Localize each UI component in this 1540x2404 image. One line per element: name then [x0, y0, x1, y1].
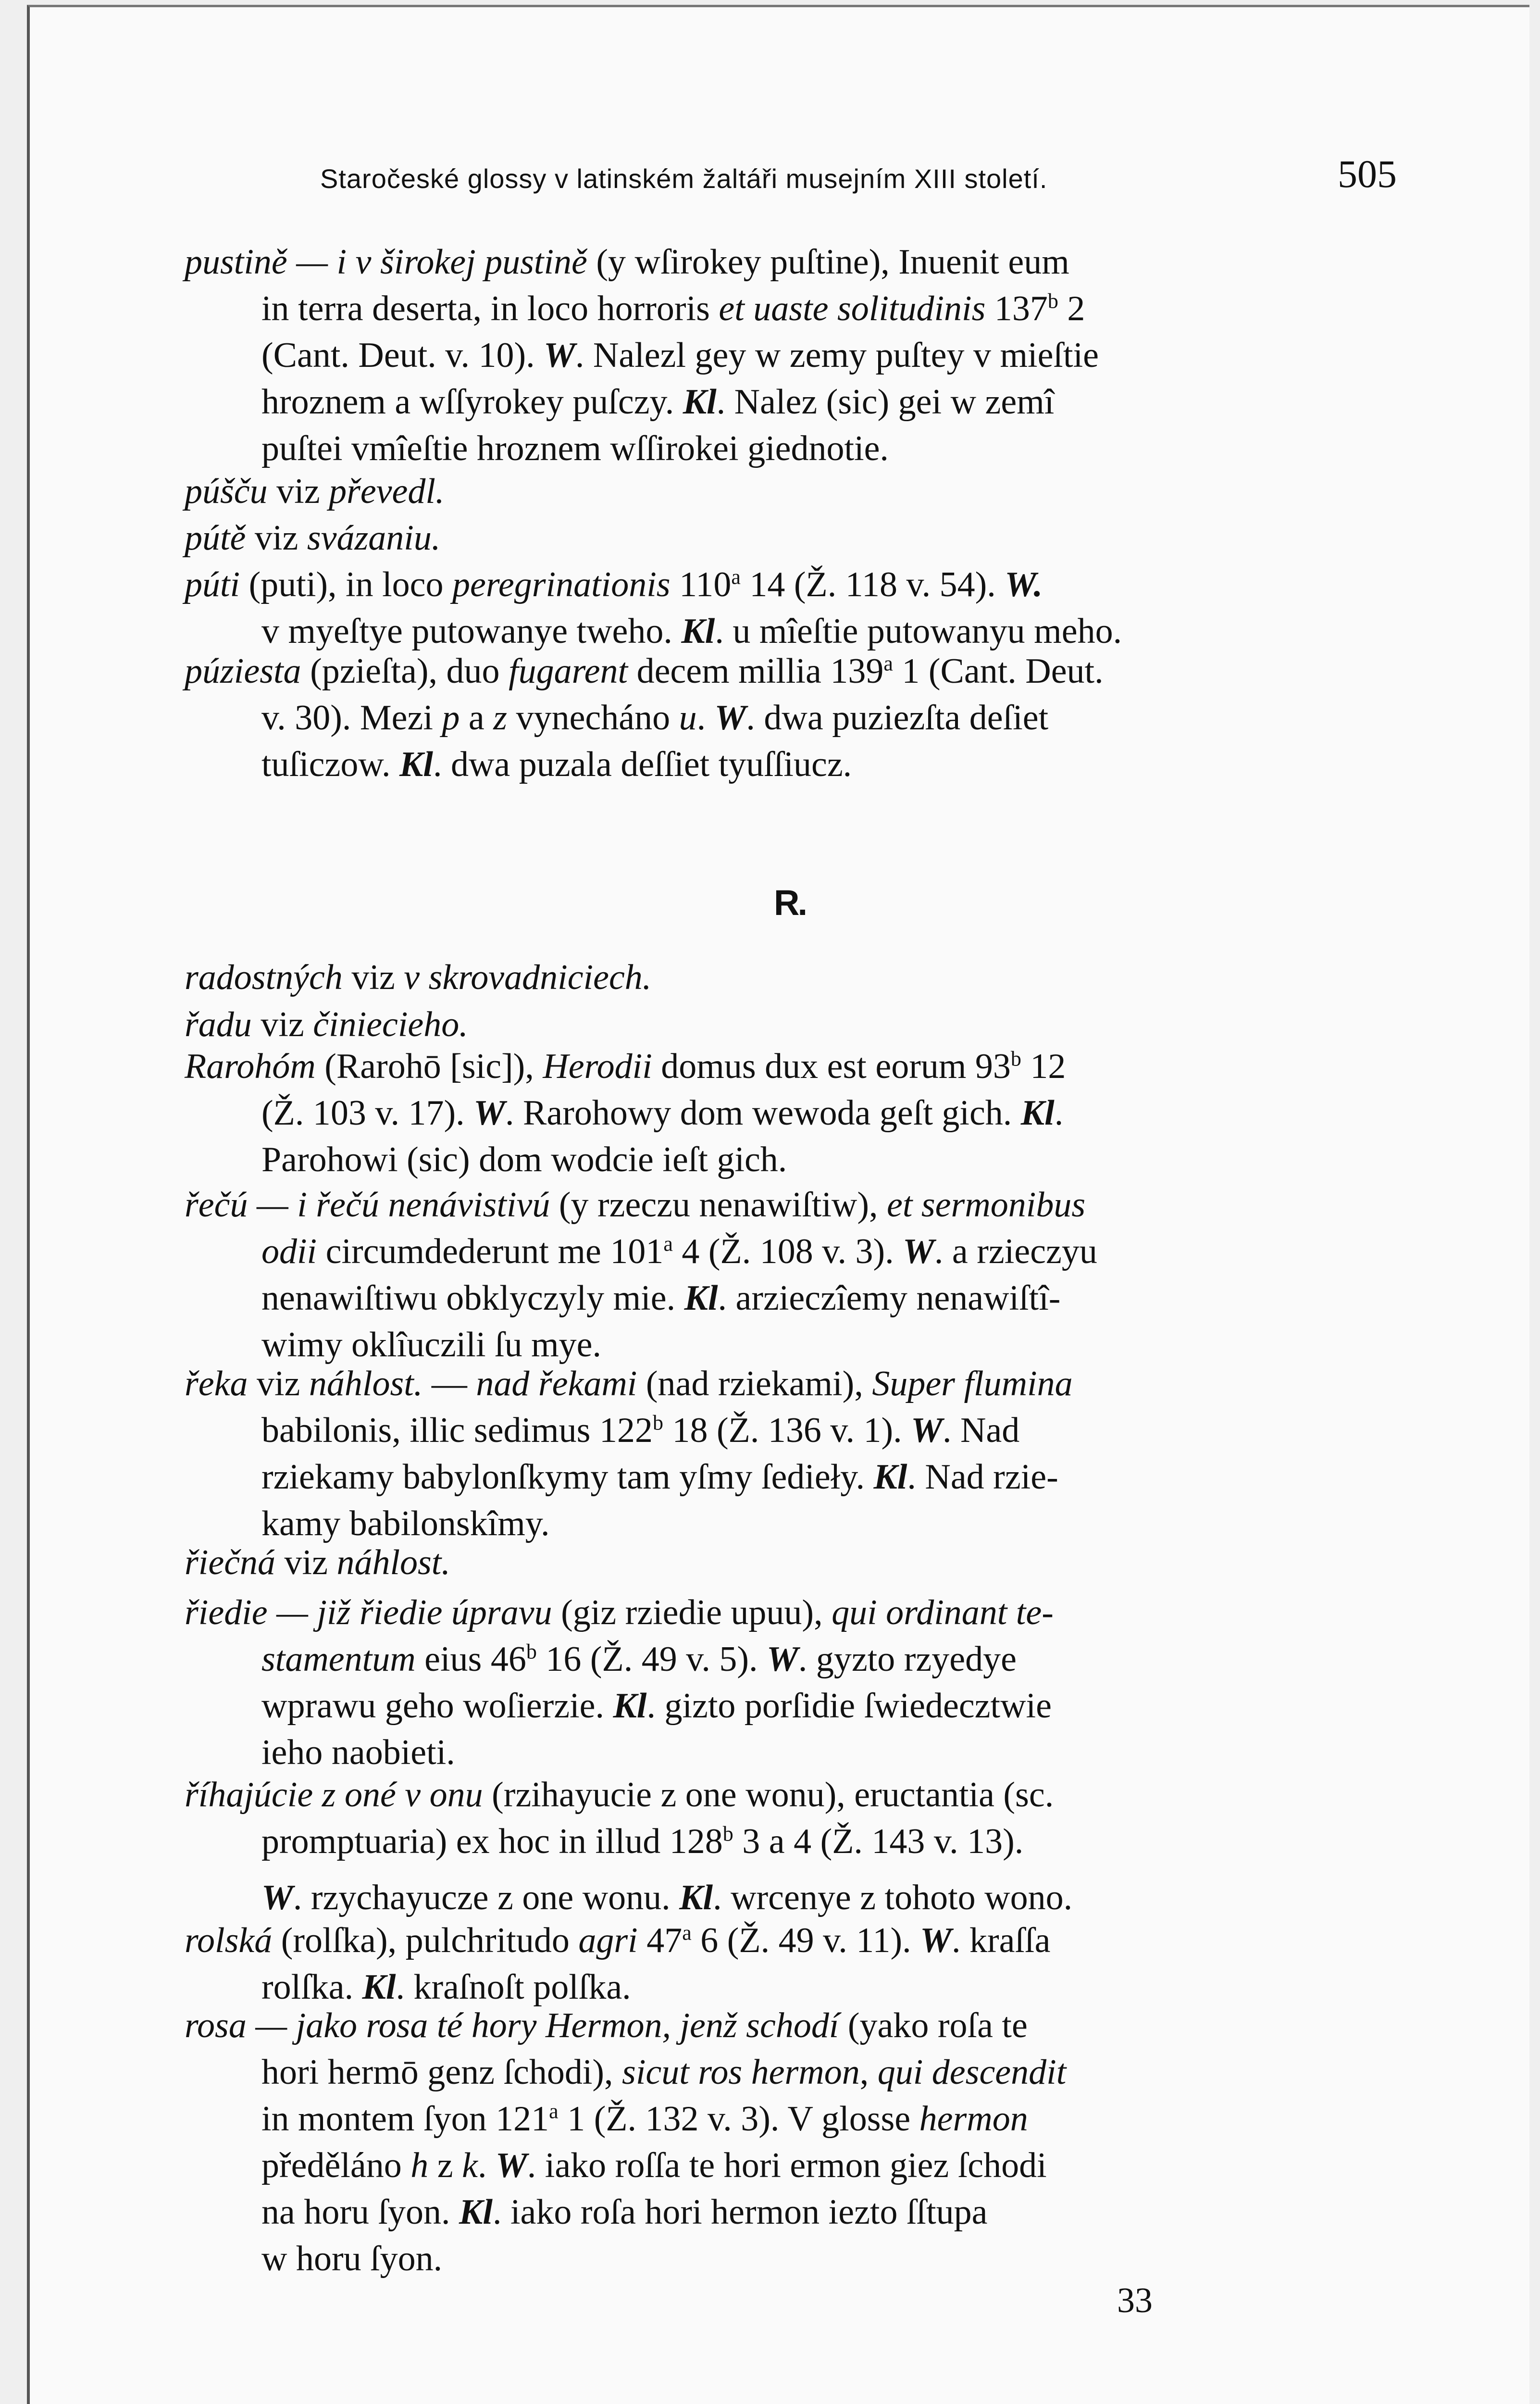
entry-line	[185, 286, 1372, 332]
entry-text: 12	[1021, 1047, 1066, 1086]
headword: pustině — i v širokej pustině	[185, 242, 587, 282]
entry-text: . Nalezl gey w zemy puſtey v mieſtie	[575, 336, 1099, 375]
entry-text: (y rzeczu nenawiſtiw),	[550, 1185, 887, 1225]
headword: řeka	[185, 1364, 248, 1403]
entry-text: decem millia 139	[628, 651, 884, 691]
headword: pútě	[185, 518, 246, 558]
source-kl: Kl	[613, 1686, 647, 1726]
latin-italic: et sermonibus	[886, 1185, 1086, 1225]
entry-text: . Rarohowy dom wewoda geſt gich.	[505, 1093, 1021, 1133]
entry-text: tuſiczow.	[261, 745, 400, 784]
entry-text: ,	[859, 2053, 878, 2092]
cross-reference: v skrovadniciech.	[404, 958, 652, 997]
entry-text: kamy babilonskîmy.	[261, 1504, 550, 1543]
entry-line	[185, 1917, 1372, 1964]
source-kl: Kl	[873, 1457, 907, 1497]
entry-line	[185, 695, 1372, 741]
headword: řiečná	[185, 1543, 276, 1582]
dictionary-entry	[185, 2003, 1372, 2282]
entry-text: . arzieczîemy nenawiſtî-	[718, 1278, 1061, 1318]
cross-reference: náhlost.	[309, 1364, 423, 1403]
entry-text: ieho naobieti.	[261, 1733, 455, 1772]
entry-line	[185, 2236, 1372, 2282]
entry-text: vynecháno	[507, 698, 679, 738]
entry-text: 1 (Cant. Deut.	[893, 651, 1104, 691]
entry-text: . dwa puzala deſſiet tyuſſiucz.	[433, 745, 852, 784]
entry-line	[185, 1275, 1372, 1322]
headword: radostných	[185, 958, 343, 997]
entry-text: (yako roſa te	[839, 2006, 1028, 2045]
entry-text: eius 46	[415, 1640, 526, 1679]
entry-text: .	[1054, 1093, 1064, 1133]
entry-line	[185, 1683, 1372, 1729]
entry-text: 18 (Ž. 136 v. 1).	[663, 1411, 911, 1450]
entry-text: 14 (Ž. 118 v. 54).	[740, 565, 1005, 604]
entry-line	[185, 1540, 1372, 1586]
entry-text: in terra deserta, in loco horroris	[261, 289, 719, 328]
entry-line	[185, 1729, 1372, 1776]
latin-italic: stamentum	[261, 1640, 416, 1679]
source-w: W	[714, 698, 746, 738]
latin-italic: Super flumina	[872, 1364, 1073, 1403]
entry-line	[185, 239, 1372, 286]
entry-text: . iako roſa hori hermon iezto ſſtupa	[492, 2192, 988, 2232]
entry-line	[185, 1407, 1372, 1454]
source-w: W	[544, 336, 575, 375]
letter-italic: z	[493, 698, 508, 738]
entry-text: . iako roſſa te hori ermon giez ſchodi	[527, 2146, 1047, 2185]
entry-line	[185, 1818, 1372, 1865]
cross-reference: svázaniu.	[307, 518, 441, 558]
entry-line	[185, 2003, 1372, 2049]
entry-text: viz	[342, 958, 404, 997]
entry-text: . u mîeſtie putowanyu meho.	[715, 612, 1122, 651]
dictionary-entry	[185, 1182, 1372, 1368]
entry-text: .	[477, 2146, 496, 2185]
latin-italic: odii	[261, 1232, 317, 1271]
dictionary-entry	[185, 1590, 1372, 1776]
source-kl: Kl	[684, 1278, 718, 1318]
latin-italic: peregrinationis	[452, 565, 671, 604]
letter-italic: u	[679, 698, 697, 738]
printer-signature: 33	[1117, 2281, 1153, 2320]
entry-text: hroznem a wſſyrokey puſczy.	[261, 382, 683, 422]
entry-line	[185, 1228, 1372, 1275]
entry-line	[185, 1361, 1372, 1407]
entry-line	[185, 1182, 1372, 1228]
entry-text: 137	[985, 289, 1048, 328]
entry-text: in montem ſyon 121	[261, 2099, 549, 2139]
source-kl: Kl	[362, 1967, 396, 2007]
entry-text: (Cant. Deut. v. 10).	[261, 336, 544, 375]
latin-italic: sicut ros hermon	[622, 2053, 860, 2092]
letter-italic: h	[410, 2146, 429, 2185]
entry-text: wprawu geho woſierzie.	[261, 1686, 613, 1726]
entry-text: (pzieſta), duo	[301, 651, 509, 691]
source-w: W.	[1005, 565, 1043, 604]
entry-text: babilonis, illic sedimus 122	[261, 1411, 653, 1450]
source-w: W	[903, 1232, 934, 1271]
entry-line	[185, 1772, 1372, 1818]
entry-line	[185, 468, 1372, 515]
entry-line	[185, 1636, 1372, 1683]
source-kl: Kl	[399, 745, 433, 784]
entry-text: v myeſtye putowanye tweho.	[261, 612, 682, 651]
entry-line	[185, 1090, 1372, 1137]
entry-line	[185, 562, 1372, 608]
entry-text: . gizto porſidie ſwiedecztwie	[646, 1686, 1052, 1726]
latin-italic: agri	[578, 1921, 638, 1960]
latin-italic: qui ordinant te-	[832, 1593, 1054, 1632]
entry-text: 3 a 4 (Ž. 143 v. 13).	[733, 1822, 1024, 1861]
entry-text: 16 (Ž. 49 v. 5).	[536, 1640, 767, 1679]
entry-text: nenawiſtiwu obklyczyly mie.	[261, 1278, 684, 1318]
headword: púšču	[185, 472, 268, 511]
entry-text: . kraſnoſt polſka.	[396, 1967, 631, 2007]
entry-text: na horu ſyon.	[261, 2192, 460, 2232]
entry-text: 110	[670, 565, 732, 604]
dictionary-entry	[185, 562, 1372, 655]
entry-text: wimy oklîuczili ſu mye.	[261, 1325, 602, 1365]
entry-text: . Nad rzie-	[907, 1457, 1058, 1497]
entry-line	[185, 1875, 1372, 1921]
source-kl: Kl	[1020, 1093, 1055, 1133]
entry-text: . dwa puziezſta deſiet	[746, 698, 1049, 738]
source-kl: Kl	[459, 2192, 493, 2232]
entry-line	[185, 515, 1372, 562]
entry-text: (Ž. 103 v. 17).	[261, 1093, 474, 1133]
entry-text: .	[696, 698, 715, 738]
entry-text: domus dux est eorum 93	[652, 1047, 1011, 1086]
dictionary-entry	[185, 1002, 1372, 1048]
entry-text: 47	[637, 1921, 683, 1960]
dictionary-entry	[185, 1361, 1372, 1547]
source-kl: Kl	[679, 1878, 713, 1917]
headword: púziesta	[185, 651, 301, 691]
dictionary-entry	[185, 954, 1372, 1001]
entry-text: rolſka.	[261, 1967, 362, 2007]
entry-text: . kraſſa	[951, 1921, 1051, 1960]
entry-text: . Nalez (sic) gei w zemî	[716, 382, 1055, 422]
entry-line	[185, 954, 1372, 1001]
entry-line	[185, 2049, 1372, 2096]
entry-text: (Rarohō [sic]),	[315, 1047, 543, 1086]
folio-side: a	[549, 2099, 559, 2123]
entry-text: viz	[246, 518, 307, 558]
header-title: Staročeské glossy v latinském žaltáři musejním XIII století.	[320, 163, 1048, 194]
headword: řadu	[185, 1005, 252, 1044]
entry-text: . wrcenye z tohoto wono.	[713, 1878, 1073, 1917]
folio-side: a	[682, 1921, 692, 1945]
dictionary-entry	[185, 468, 1372, 515]
dictionary-entry	[185, 648, 1372, 788]
entry-line	[185, 1454, 1372, 1501]
entry-text: —	[422, 1364, 476, 1403]
entry-line	[185, 2096, 1372, 2142]
entry-line	[185, 1002, 1372, 1048]
entry-text: w horu ſyon.	[261, 2239, 443, 2279]
letter-italic: k	[462, 2146, 478, 2185]
source-w: W	[767, 1640, 798, 1679]
entry-line	[185, 2189, 1372, 2236]
entry-text: (y wſirokey puſtine), Inuenit eum	[587, 242, 1069, 282]
dictionary-entry	[185, 1772, 1372, 1921]
latin-italic: et uaste solitudinis	[719, 289, 986, 328]
entry-text: a	[460, 698, 494, 738]
entry-text: Parohowi (sic) dom wodcie ieſt gich.	[261, 1140, 787, 1179]
page-number: 505	[1338, 152, 1397, 196]
section-letter: R.	[774, 883, 806, 923]
entry-text: 4 (Ž. 108 v. 3).	[672, 1232, 903, 1271]
folio-side: b	[1010, 1047, 1021, 1071]
headword: rolská	[185, 1921, 273, 1960]
source-w: W	[495, 2146, 527, 2185]
entry-text: 2	[1058, 289, 1085, 328]
entry-text: . gyzto rzyedye	[798, 1640, 1017, 1679]
entry-text: viz	[275, 1543, 337, 1582]
headword: rosa — jako rosa té hory Hermon, jenž schodí	[185, 2006, 839, 2045]
headword: Rarohóm	[185, 1047, 316, 1086]
entry-line	[185, 426, 1372, 472]
dictionary-entry	[185, 239, 1372, 472]
dictionary-entry	[185, 1540, 1372, 1586]
entry-text: circumdederunt me 101	[317, 1232, 664, 1271]
dictionary-entry	[185, 1043, 1372, 1183]
entry-text: (giz rziedie upuu),	[552, 1593, 832, 1632]
entry-line	[185, 1137, 1372, 1183]
headword: řiedie — již řiedie úpravu	[185, 1593, 552, 1632]
folio-side: b	[526, 1640, 537, 1664]
source-w: W	[920, 1921, 952, 1960]
entry-text: hori hermō genz ſchodi),	[261, 2053, 622, 2092]
dictionary-entry	[185, 515, 1372, 562]
entry-text: . rzychayucze z one wonu.	[293, 1878, 680, 1917]
entry-text: (nad rziekami),	[637, 1364, 872, 1403]
entry-text: z	[428, 2146, 462, 2185]
running-header	[320, 151, 1397, 209]
entry-text: viz	[267, 472, 329, 511]
folio-side: b	[722, 1822, 733, 1846]
dictionary-entry	[185, 1917, 1372, 2011]
cross-reference: náhlost.	[336, 1543, 450, 1582]
folio-side: a	[731, 565, 741, 589]
entry-line	[185, 1043, 1372, 1090]
entry-line	[185, 1590, 1372, 1636]
entry-text: viz	[248, 1364, 309, 1403]
latin-italic: fugarent	[509, 651, 628, 691]
latin-italic: Herodii	[543, 1047, 652, 1086]
entry-text: . Nad	[942, 1411, 1020, 1450]
entry-line	[185, 2142, 1372, 2189]
source-w: W	[473, 1093, 505, 1133]
entry-text: (rolſka), pulchritudo	[272, 1921, 579, 1960]
entry-line	[185, 332, 1372, 379]
entry-text: v. 30). Mezi	[261, 698, 442, 738]
entry-text: (rzihayucie z one wonu), eructantia (sc.	[483, 1775, 1054, 1815]
headword: říhajúcie z oné v onu	[185, 1775, 483, 1815]
entry-text: puſtei vmîeſtie hroznem wſſirokei giednotie.	[261, 429, 889, 468]
folio-side: a	[663, 1232, 673, 1256]
source-w: W	[911, 1411, 943, 1450]
folio-side: a	[883, 651, 893, 676]
folio-side: b	[652, 1411, 663, 1435]
entry-text: viz	[251, 1005, 313, 1044]
source-kl: Kl	[681, 612, 715, 651]
entry-text: rziekamy babylonſkymy tam yſmy ſedieły.	[261, 1457, 874, 1497]
entry-text: . a rzieczyu	[934, 1232, 1097, 1271]
headword: řečú — i řečú nenávistivú	[185, 1185, 550, 1225]
folio-side: b	[1047, 289, 1058, 313]
entry-text: předěláno	[261, 2146, 411, 2185]
cross-reference: převedl.	[329, 472, 445, 511]
latin-italic: qui descendit	[877, 2053, 1067, 2092]
letter-italic: p	[442, 698, 460, 738]
cross-reference: činiecieho.	[313, 1005, 468, 1044]
entry-text: promptuaria) ex hoc in illud 128	[261, 1822, 723, 1861]
entry-text: 1 (Ž. 132 v. 3). V glosse	[558, 2099, 919, 2139]
entry-line	[185, 741, 1372, 788]
source-kl: Kl	[683, 382, 717, 422]
headword: nad řekami	[476, 1364, 637, 1403]
entry-line	[185, 648, 1372, 695]
entry-line	[185, 379, 1372, 426]
source-w: W	[261, 1878, 293, 1917]
headword: púti	[185, 565, 240, 604]
latin-italic: hermon	[919, 2099, 1028, 2139]
entry-text: 6 (Ž. 49 v. 11).	[691, 1921, 920, 1960]
entry-text: (puti), in loco	[240, 565, 452, 604]
